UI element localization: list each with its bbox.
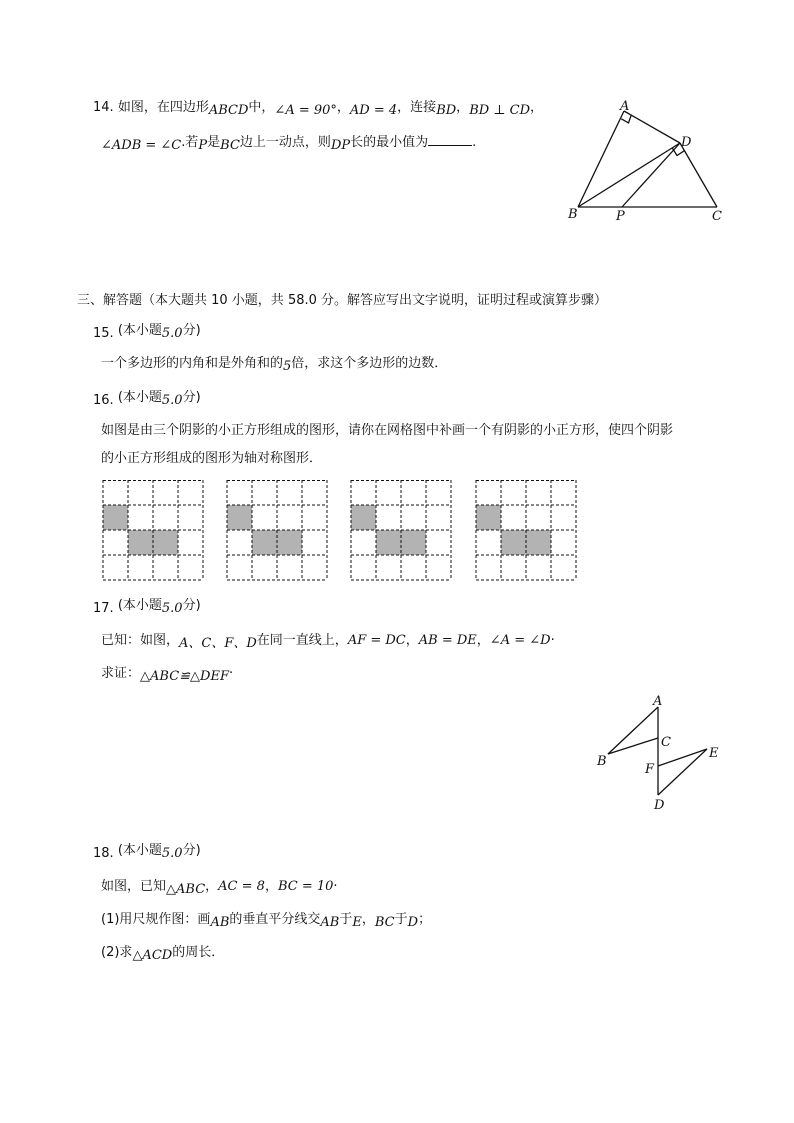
q17-given: 已知：如图，A、C、F、D在同一直线上，AF = DC，AB = DE，∠A = ∠D· xyxy=(101,633,555,651)
q17-number: 17. xyxy=(93,601,114,616)
shaded-cell xyxy=(526,530,551,555)
q14-edge-dp xyxy=(622,143,680,207)
section-3-title: 三、解答题（本大题共 10 小题，共 58.0 分。解答应写出文字说明，证明过程或演算步骤） xyxy=(77,293,608,308)
q14-edge-dc xyxy=(680,143,717,207)
shaded-cell xyxy=(128,530,153,555)
q17-label-f: F xyxy=(645,762,655,777)
q14-edge-ad xyxy=(624,111,680,143)
q17-prove: 求证：△ABC≌△DEF· xyxy=(101,666,234,684)
shaded-cell xyxy=(103,505,128,530)
q14-line1: 14. 如图，在四边形ABCD中，∠A = 90°，AD = 4，连接BD，BD ⊥ CD， xyxy=(93,100,544,118)
q16-body-line2: 的小正方形组成的图形为轴对称图形． xyxy=(101,451,323,466)
q14-label-a: A xyxy=(620,99,630,114)
q17-header: 17. (本小题5.0分) xyxy=(93,598,201,616)
q14-line2: ∠ADB = ∠C.若P是BC边上一动点，则DP长的最小值为 . xyxy=(101,135,477,153)
q17-label-a: A xyxy=(653,694,663,709)
q18-part1: (1)用尺规作图：画AB的垂直平分线交AB于E，BC于D； xyxy=(101,912,432,930)
q17-edge-de xyxy=(658,749,707,795)
q17-edge-ab xyxy=(608,707,658,754)
q14-number: 14. xyxy=(93,100,114,115)
q18-part2: (2)求△ACD的周长． xyxy=(101,945,225,963)
q16-body-line1: 如图是由三个阴影的小正方形组成的图形，请你在网格图中补画一个有阴影的小正方形，使四个阴影 xyxy=(101,423,674,438)
shaded-cell xyxy=(153,530,178,555)
q14-label-b: B xyxy=(568,207,578,222)
q18-number: 18. xyxy=(93,846,114,861)
q14-label-p: P xyxy=(616,209,625,224)
q16-grid-4[interactable] xyxy=(475,480,578,581)
q16-header: 16. (本小题5.0分) xyxy=(93,390,201,408)
q18-given: 如图，已知△ABC，AC = 8，BC = 10· xyxy=(101,879,338,897)
q14-label-d: D xyxy=(681,135,692,150)
shaded-cell xyxy=(501,530,526,555)
q14-label-c: C xyxy=(712,209,722,224)
q17-edge-ef xyxy=(658,749,707,766)
q17-figure xyxy=(590,693,730,815)
q17-label-b: B xyxy=(597,754,607,769)
shaded-cell xyxy=(376,530,401,555)
shaded-cell xyxy=(401,530,426,555)
q15-number: 15. xyxy=(93,326,114,341)
shaded-cell xyxy=(252,530,277,555)
shaded-cell xyxy=(227,505,252,530)
q16-grid-3[interactable] xyxy=(350,480,453,581)
q16-grid-2[interactable] xyxy=(226,480,329,581)
shaded-cell xyxy=(476,505,501,530)
q16-grid-1[interactable] xyxy=(102,480,205,581)
q15-header: 15. (本小题5.0分) xyxy=(93,323,201,341)
q15-body: 一个多边形的内角和是外角和的5倍，求这个多边形的边数． xyxy=(101,356,448,374)
q17-label-c: C xyxy=(661,735,671,750)
shaded-cell xyxy=(351,505,376,530)
q16-number: 16. xyxy=(93,393,114,408)
q17-label-e: E xyxy=(709,746,719,761)
shaded-cell xyxy=(277,530,302,555)
q17-label-d: D xyxy=(654,798,665,813)
q18-header: 18. (本小题5.0分) xyxy=(93,843,201,861)
q14-right-angle-a xyxy=(621,115,631,123)
q14-figure xyxy=(560,96,735,231)
answer-blank[interactable] xyxy=(428,133,472,146)
q17-edge-bc xyxy=(608,738,658,754)
